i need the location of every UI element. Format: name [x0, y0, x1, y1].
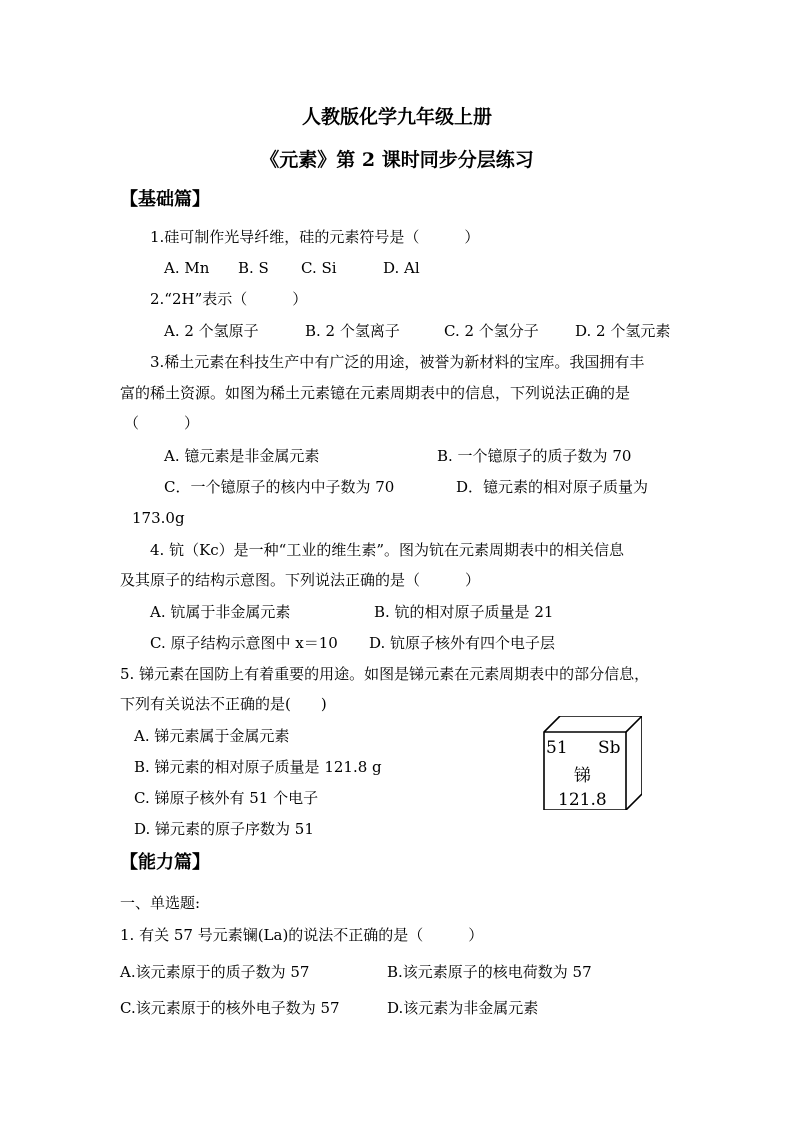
element-tile-antimony: [536, 716, 642, 810]
question-2-stem: 2.“2H”表示（ ）: [150, 290, 308, 308]
q1-option-d: D. Al: [383, 259, 420, 277]
q3-option-c: C．一个镱原子的核内中子数为 70: [164, 478, 395, 496]
q5-option-d: D. 锑元素的原子序数为 51: [134, 820, 314, 838]
q1-option-b: B. S: [238, 259, 269, 277]
tile-atomic-mass: 121.8: [558, 790, 607, 810]
page-title: 人教版化学九年级上册: [301, 106, 492, 128]
q1-option-c: C. Si: [301, 259, 337, 277]
tile-element-name: 锑: [574, 766, 591, 786]
q5-option-b: B. 锑元素的相对原子质量是 121.8 g: [134, 758, 382, 776]
q5-option-c: C. 锑原子核外有 51 个电子: [134, 789, 319, 807]
q5-option-a: A. 锑元素属于金属元素: [134, 727, 290, 745]
aq1-option-a: A.该元素原于的质子数为 57: [120, 963, 310, 981]
subheading-single-choice: 一、单选题:: [120, 894, 201, 912]
aq1-option-c: C.该元素原于的核外电子数为 57: [120, 999, 340, 1017]
tile-atomic-number: 51: [546, 738, 568, 758]
question-1-stem: 1.硅可制作光导纤维，硅的元素符号是（ ）: [150, 228, 480, 246]
q2-option-d: D. 2 个氢元素: [575, 322, 671, 340]
question-3-stem-line3: （ ）: [124, 414, 200, 432]
q4-option-c: C. 原子结构示意图中 x＝10: [150, 634, 338, 652]
q1-option-a: A. Mn: [164, 259, 210, 277]
question-3-stem-line2: 富的稀土资源。如图为稀土元素镱在元素周期表中的信息，下列说法正确的是: [120, 384, 631, 402]
q2-option-c: C. 2 个氢分子: [444, 322, 539, 340]
page-subtitle: 《元素》第 2 课时同步分层练习: [260, 149, 534, 171]
question-4-stem-line1: 4. 钪（Kc）是一种“工业的维生素”。图为钪在元素周期表中的相关信息: [150, 541, 625, 559]
ability-question-1-stem: 1. 有关 57 号元素镧(La)的说法不正确的是（ ）: [120, 926, 484, 944]
q3-option-d-continued: 173.0g: [132, 509, 185, 527]
section-heading-basic: 【基础篇】: [120, 189, 210, 210]
q3-option-d: D．镱元素的相对原子质量为: [456, 478, 649, 496]
aq1-option-d: D.该元素为非金属元素: [387, 999, 539, 1017]
question-3-stem-line1: 3.稀土元素在科技生产中有广泛的用途，被誉为新材料的宝库。我国拥有丰: [150, 353, 645, 371]
q2-option-b: B. 2 个氢离子: [305, 322, 400, 340]
aq1-option-b: B.该元素原子的核电荷数为 57: [387, 963, 592, 981]
question-5-stem-line2: 下列有关说法不正确的是( ): [120, 695, 327, 713]
q4-option-b: B. 钪的相对原子质量是 21: [374, 603, 554, 621]
question-4-stem-line2: 及其原子的结构示意图。下列说法正确的是（ ）: [120, 571, 481, 589]
q3-option-b: B. 一个镱原子的质子数为 70: [437, 447, 632, 465]
question-5-stem-line1: 5. 锑元素在国防上有着重要的用途。如图是锑元素在元素周期表中的部分信息，: [120, 665, 650, 683]
q3-option-a: A. 镱元素是非金属元素: [164, 447, 320, 465]
q2-option-a: A. 2 个氢原子: [164, 322, 259, 340]
q4-option-a: A. 钪属于非金属元素: [150, 603, 291, 621]
q4-option-d: D. 钪原子核外有四个电子层: [369, 634, 556, 652]
tile-element-symbol: Sb: [598, 738, 621, 758]
section-heading-ability: 【能力篇】: [120, 852, 210, 873]
